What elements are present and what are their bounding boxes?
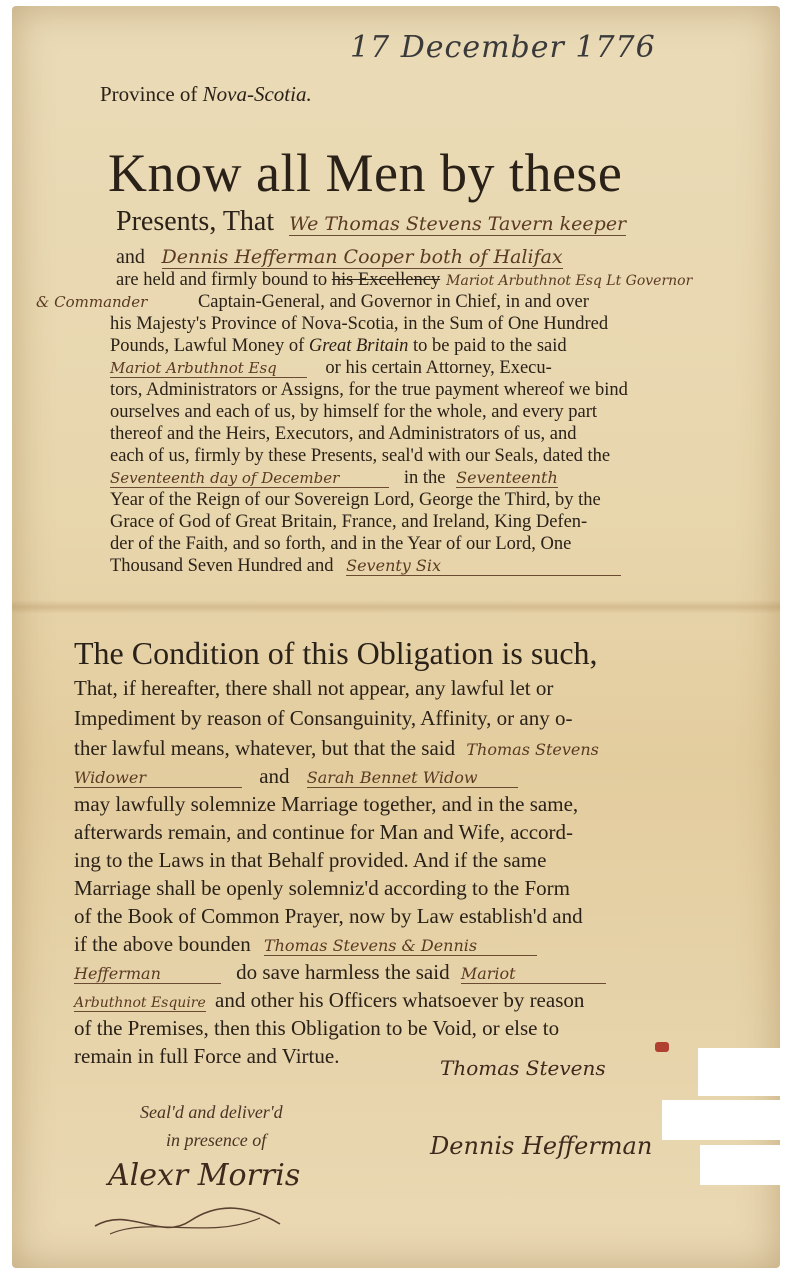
line-11: each of us, firmly by these Presents, seal'd with our Seals, dated the <box>110 446 611 466</box>
wax-seal-remnant <box>655 1042 669 1052</box>
cond-line-1: That, if hereafter, there shall not appear, any lawful let or <box>74 676 554 700</box>
year-hand: Seventy Six <box>346 556 621 576</box>
document-heading: Know all Men by these <box>108 143 623 203</box>
struck-text: his Excellency <box>331 270 441 290</box>
cond-line-4 <box>74 764 518 789</box>
cond-line-13: of the Premises, then this Obligation to be Void, or else to <box>74 1016 560 1040</box>
date-note: 17 December 1776 <box>350 30 656 65</box>
in-presence-line: in presence of <box>166 1130 267 1150</box>
line-7 <box>110 358 552 379</box>
mariot-hand: Mariot <box>461 964 606 984</box>
line-16 <box>110 556 621 577</box>
bound-line <box>116 270 692 291</box>
line-4 <box>36 292 589 313</box>
cond-line-11 <box>74 960 606 985</box>
sealed-delivered-line: Seal'd and deliver'd <box>140 1102 283 1122</box>
cond-line-10 <box>74 932 537 957</box>
province-name: Nova-Scotia. <box>202 82 312 106</box>
line-10: thereof and the Heirs, Executors, and Administrators of us, and <box>110 424 577 444</box>
cond-line-3 <box>74 736 599 761</box>
cond-line-8: Marriage shall be openly solemniz'd according to the Form <box>74 876 570 900</box>
grantee-hand: Mariot Arbuthnot Esq Lt Governor <box>446 273 693 289</box>
line-6-a: Pounds, Lawful Money of <box>110 336 305 356</box>
hefferman-hand: Hefferman <box>74 964 221 984</box>
province-line <box>100 82 312 107</box>
line-15: der of the Faith, and so forth, and in the Year of our Lord, One <box>110 534 572 554</box>
cond-line-14: remain in full Force and Virtue. <box>74 1044 340 1068</box>
line-16-text: Thousand Seven Hundred and <box>110 556 334 576</box>
paper-fold <box>12 600 780 614</box>
principals-hand-2: Dennis Hefferman Cooper both of Halifax <box>161 246 563 268</box>
line-9: ourselves and each of us, by himself for the whole, and every part <box>110 402 598 422</box>
widower-hand: Widower <box>74 768 242 788</box>
cond-line-3-text: ther lawful means, whatever, but that the said <box>74 736 456 760</box>
reign-year-hand: Seventeenth <box>456 468 558 487</box>
line-12-text: in the <box>403 468 446 488</box>
cond-line-5: may lawfully solemnize Marriage together, and in the same, <box>74 792 579 816</box>
presents-text: Presents, That <box>116 206 275 237</box>
witness-flourish <box>90 1196 290 1242</box>
signature-thomas-stevens: Thomas Stevens <box>440 1056 606 1080</box>
bride-hand: Sarah Bennet Widow <box>307 768 518 788</box>
line-8: tors, Administrators or Assigns, for the true payment whereof we bind <box>110 380 628 400</box>
principals-line-2 <box>116 246 563 269</box>
presents-line <box>116 206 626 238</box>
groom-hand: Thomas Stevens <box>466 740 599 759</box>
line-5: his Majesty's Province of Nova-Scotia, in the Sum of One Hundred <box>110 314 609 334</box>
witness-signature: Alexr Morris <box>108 1158 301 1193</box>
province-prefix: Province of <box>100 82 198 106</box>
and-word: and <box>116 246 145 268</box>
cond-line-12-text: and other his Officers whatsoever by reason <box>215 988 585 1012</box>
cond-line-11-text: do save harmless the said <box>236 960 450 984</box>
cond-line-7: ing to the Laws in that Behalf provided. And if the same <box>74 848 547 872</box>
line-6-italic: Great Britain <box>308 336 409 356</box>
arbuthnot-hand: Mariot Arbuthnot Esq <box>110 359 307 378</box>
torn-area <box>698 1048 784 1096</box>
cond-line-10-text: if the above bounden <box>74 932 251 956</box>
line-12 <box>110 468 558 489</box>
bound-text: are held and firmly bound to <box>116 270 328 290</box>
signature-dennis-hefferman: Dennis Hefferman <box>430 1132 653 1160</box>
cond-line-9: of the Book of Common Prayer, now by Law establish'd and <box>74 904 583 928</box>
bounden-hand: Thomas Stevens & Dennis <box>264 936 537 956</box>
line-6-b: to be paid to the said <box>413 336 567 356</box>
line-14: Grace of God of Great Britain, France, and Ireland, King Defen- <box>110 512 588 532</box>
arbuthnot-esq-hand: Arbuthnot Esquire <box>74 995 206 1011</box>
cond-and: and <box>259 764 290 788</box>
commander-hand: & Commander <box>36 293 148 311</box>
condition-heading: The Condition of this Obligation is such, <box>74 635 598 671</box>
line-13: Year of the Reign of our Sovereign Lord, George the Third, by the <box>110 490 601 510</box>
line-6 <box>110 336 567 357</box>
cond-line-12 <box>74 988 584 1013</box>
torn-area <box>700 1145 784 1185</box>
cond-line-6: afterwards remain, and continue for Man and Wife, accord- <box>74 820 574 844</box>
torn-area <box>662 1100 784 1140</box>
line-7-text: or his certain Attorney, Execu- <box>325 358 552 378</box>
day-hand: Seventeenth day of December <box>110 469 389 488</box>
cond-line-2: Impediment by reason of Consanguinity, Affinity, or any o- <box>74 706 573 730</box>
line-4-text: Captain-General, and Governor in Chief, in and over <box>197 292 589 312</box>
principals-hand-1: We Thomas Stevens Tavern keeper <box>289 213 627 235</box>
